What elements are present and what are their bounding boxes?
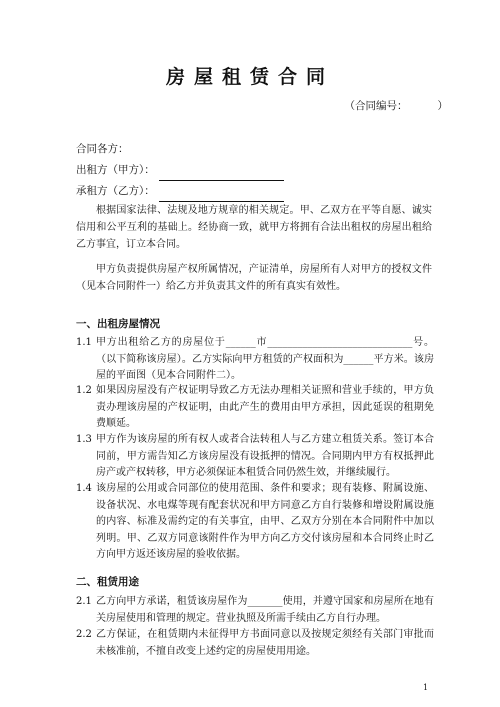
lessee-blank[interactable] — [159, 189, 284, 202]
page-number: 1 — [423, 683, 429, 692]
clause-text: 乙方保证，在租赁期内未征得甲方书面同意以及按规定须经有关部门审批而未核准前，不擅自改变上述约定的房屋使用用途。 — [96, 629, 434, 657]
section-heading: 二、租赁用途 — [76, 576, 139, 588]
parties-heading-text: 合同各方： — [76, 143, 129, 155]
clause — [76, 627, 434, 660]
clause-number: 1.3 — [76, 434, 92, 445]
section-heading: 一、出租房屋情况 — [76, 318, 160, 330]
lessee-row — [76, 181, 284, 202]
document-title: 房屋租赁合同 — [165, 66, 334, 88]
clause-text: 甲方作为该房屋的所有权人或者合法转租人与乙方建立租赁关系。签订本合同前，甲方需告知乙方该房屋没有设抵押的情况。合同期内甲方有权抵押此房产或产权转移，甲方必须保证本租赁合同仍然生效，并继续履行。 — [96, 434, 434, 478]
clause-number: 1.2 — [76, 385, 92, 396]
clause — [76, 383, 434, 433]
intro-paragraph: 根据国家法律、法规及地方规章的相关规定。甲、乙双方在平等自愿、诚实信用和公平互利的基础上。经协商一致，就甲方将拥有合法出租权的房屋出租给乙方事宜，订立本合同。 — [76, 205, 432, 250]
clause — [76, 335, 434, 385]
clause-number: 1.4 — [76, 483, 92, 494]
lessor-blank[interactable] — [159, 168, 284, 181]
clause-text: 甲方出租给乙方的房屋位于______市_____________________________号。（以下简称该房屋）。乙方实际向甲方租赁的产权面积为______平方米。该房屋的平面图（见本合同附件二）。 — [96, 337, 434, 381]
clause-text: 该房屋的公用或合同部位的使用范围、条件和要求；现有装修、附属设施、设备状况、水电煤等现有配套状况和甲方同意乙方自行装修和增设附属设施的内容、标准及需约定的有关事宜，由甲、乙双方分别在本合同附件中加以列明。甲、乙双方同意该附件作为甲方向乙方交付该房屋和本合同终止时乙方向甲方返还该房屋的验收依据。 — [96, 483, 434, 560]
clause-number: 2.2 — [76, 629, 92, 640]
clause-number: 1.1 — [76, 337, 92, 348]
lessor-label: 出租方（甲方）： — [76, 164, 155, 176]
lessee-label: 承租方（乙方）： — [76, 185, 155, 197]
clause-text: 如果因房屋没有产权证明导致乙方无法办理相关证照和营业手续的，甲方负责办理该房屋的产权证明，由此产生的费用由甲方承担，因此延误的租期免费顺延。 — [96, 385, 434, 429]
clause — [76, 481, 434, 564]
contract-number: （合同编号： ） — [344, 100, 448, 112]
intro-paragraph: 甲方负责提供房屋产权所属情况，产证清单，房屋所有人对甲方的授权文件（见本合同附件一）给乙方并负责其文件的所有真实有效性。 — [76, 264, 432, 292]
parties-heading — [76, 139, 284, 160]
clause — [76, 594, 434, 627]
lessor-row — [76, 160, 284, 181]
parties-block — [76, 139, 284, 202]
clause-number: 2.1 — [76, 596, 92, 607]
clause — [76, 432, 434, 482]
clause-text: 乙方向甲方承诺，租赁该房屋作为_______使用，并遵守国家和房屋所在地有关房屋使用和管理的规定。营业执照及所需手续由乙方自行办理。 — [96, 596, 434, 624]
